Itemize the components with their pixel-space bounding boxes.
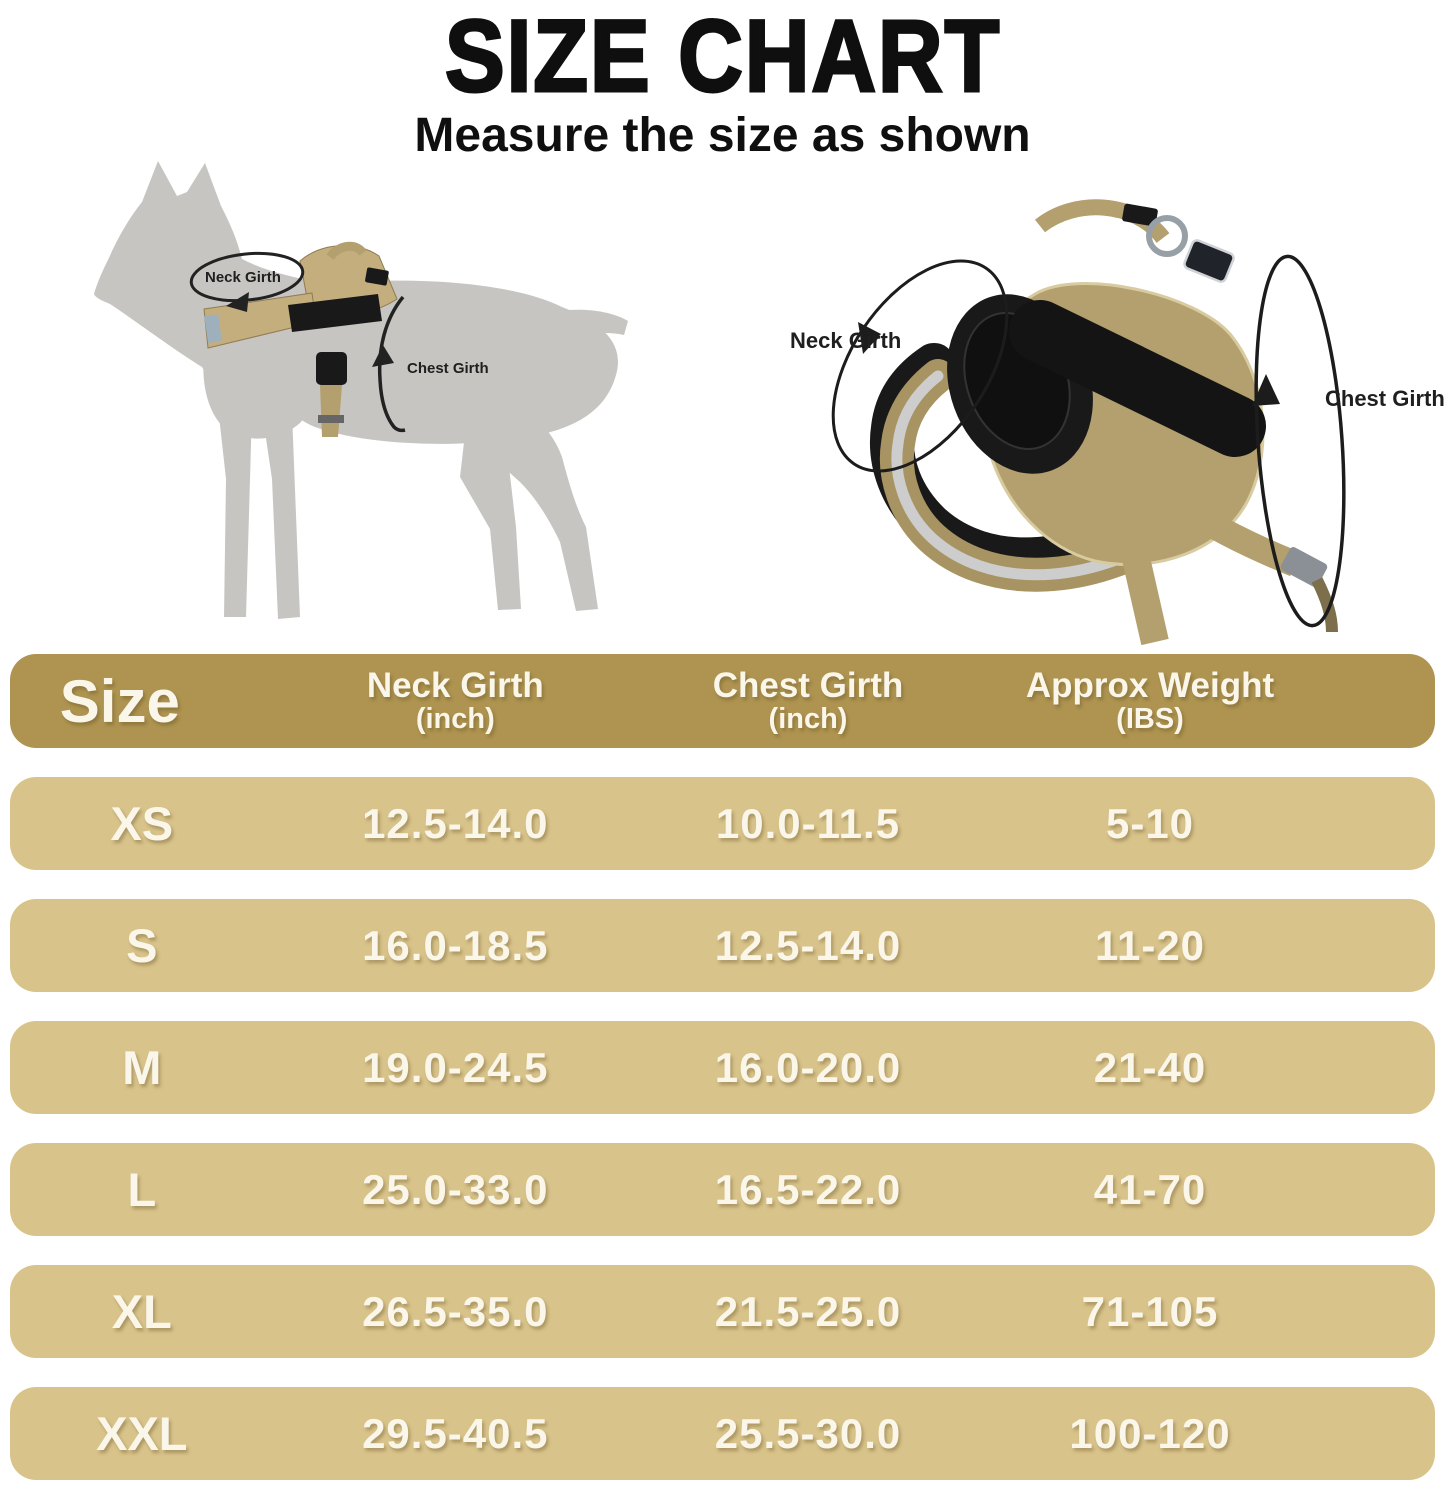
- approx-weight-value: 5-10: [1105, 799, 1195, 847]
- dog-silhouette: [94, 161, 628, 619]
- header-neck-girth-unit: (inch): [415, 703, 495, 736]
- harness-product-illustration: [735, 176, 1445, 646]
- approx-weight-value: 71-105: [1081, 1287, 1219, 1335]
- dog-neck-girth-label: Neck Girth: [205, 269, 281, 287]
- size-value: L: [127, 1163, 157, 1217]
- header-chest-girth-unit: (inch): [768, 703, 848, 736]
- harness-neck-girth-label: Neck Girth: [790, 328, 902, 354]
- dog-chest-girth-label: Chest Girth: [407, 360, 489, 378]
- table-header-row: [10, 654, 1435, 748]
- chest-girth-value: 21.5-25.0: [714, 1287, 902, 1335]
- header-chest-girth: [637, 668, 979, 734]
- size-value: M: [122, 1041, 162, 1095]
- header-approx-weight-label: Approx Weight: [1025, 666, 1275, 706]
- neck-girth-value: 19.0-24.5: [362, 1043, 549, 1091]
- approx-weight-value: 41-70: [1093, 1165, 1207, 1213]
- chest-girth-value: 12.5-14.0: [714, 921, 902, 969]
- neck-girth-value: 16.0-18.5: [362, 921, 549, 969]
- page-title: [0, 0, 1445, 113]
- harness-chest-girth-label: Chest Girth: [1325, 386, 1445, 412]
- header-chest-girth-label: Chest Girth: [712, 666, 904, 706]
- size-value: XS: [110, 797, 174, 851]
- chest-girth-value: 16.5-22.0: [714, 1165, 902, 1213]
- harness-top-hardware: [1040, 203, 1235, 283]
- neck-girth-value: 25.0-33.0: [362, 1165, 549, 1213]
- size-value: S: [126, 919, 158, 973]
- measurement-figures: [0, 157, 1445, 644]
- page-title-text: SIZE CHART: [444, 0, 1001, 113]
- approx-weight-value: 11-20: [1094, 921, 1206, 969]
- neck-girth-value: 29.5-40.5: [362, 1409, 549, 1457]
- table-row-xxl: [10, 1387, 1435, 1480]
- chest-girth-value: 25.5-30.0: [714, 1409, 902, 1457]
- size-value: XXL: [96, 1407, 188, 1461]
- approx-weight-value: 100-120: [1069, 1409, 1231, 1457]
- size-value: XL: [111, 1285, 172, 1339]
- harness-brand-patch: [1183, 239, 1235, 283]
- neck-girth-value: 26.5-35.0: [362, 1287, 549, 1335]
- chest-girth-value: 10.0-11.5: [715, 799, 901, 847]
- size-table: [10, 654, 1435, 1480]
- neck-girth-value: 12.5-14.0: [362, 799, 549, 847]
- page-subtitle: Measure the size as shown: [414, 109, 1031, 163]
- table-row-s: [10, 899, 1435, 992]
- header-approx-weight: [979, 668, 1321, 734]
- table-row-m: [10, 1021, 1435, 1114]
- approx-weight-value: 21-40: [1093, 1043, 1207, 1091]
- header-neck-girth-label: Neck Girth: [366, 666, 544, 706]
- header-size: Size: [59, 667, 180, 735]
- table-row-xl: [10, 1265, 1435, 1358]
- header-neck-girth: [274, 668, 637, 734]
- table-row-xs: [10, 777, 1435, 870]
- table-row-l: [10, 1143, 1435, 1236]
- header-approx-weight-unit: (IBS): [1116, 703, 1184, 736]
- dog-silhouette-illustration: [0, 149, 660, 631]
- chest-girth-value: 16.0-20.0: [714, 1043, 902, 1091]
